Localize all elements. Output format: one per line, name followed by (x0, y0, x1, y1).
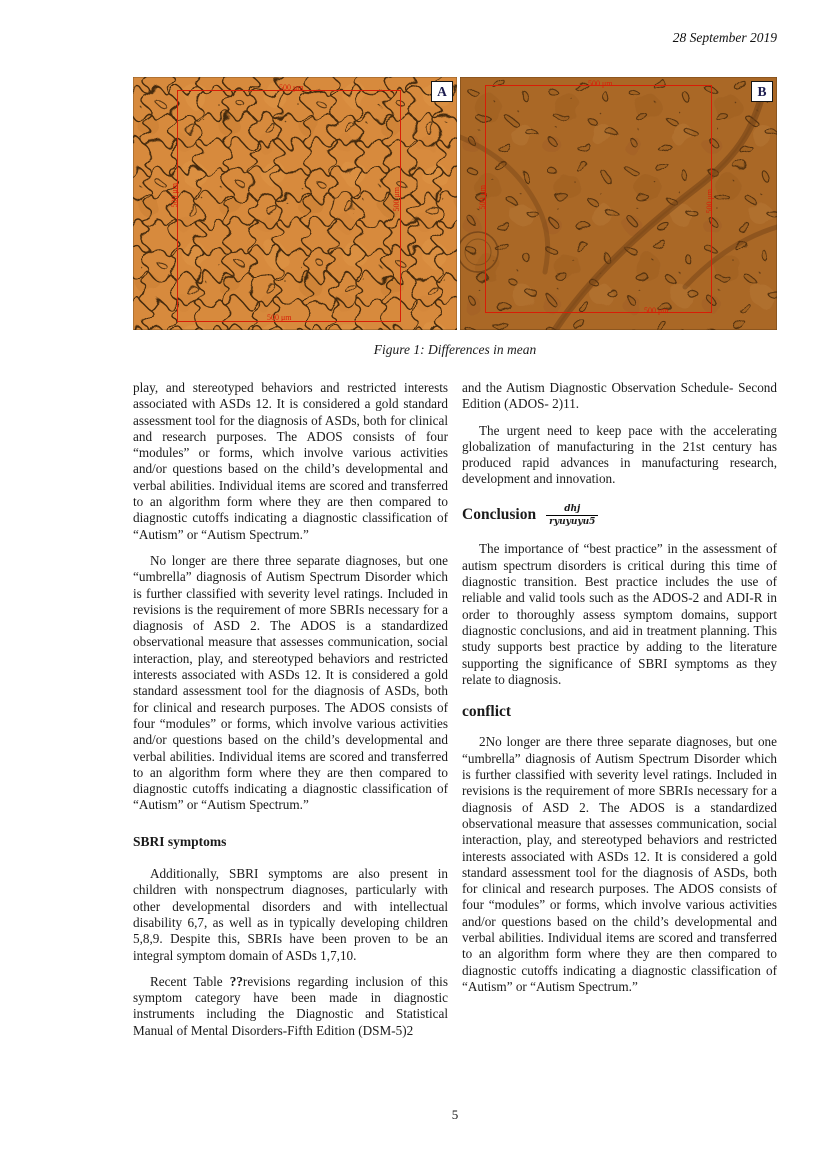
section-heading-conflict (462, 704, 777, 720)
paragraph: No longer are there three separate diagnoses, but one “umbrella” diagnosis of Autism Spectrum Disorder which is further classified with severity level ratings. Included in revisions is the requirement of more SBRIs necessary for a diagnosis of ASD 2. The ADOS is a standardized observational measure that assesses communication, social interaction, play, and stereotyped behaviors and restricted interests associated with ASDs 12. It is considered a gold standard assessment tool for the diagnosis of ASDs, both for clinical and research purposes. The ADOS consists of four “modules” or forms, which involve various activities and/or questions based on the child’s developmental and verbal abilities. Individual items are scored and transferred to an algorithm form where they are then compared to diagnostic cutoffs indicating a diagnostic classification of “Autism” or “Autism Spectrum.” (133, 552, 448, 813)
right-column (462, 380, 777, 1049)
math-fraction (546, 504, 598, 528)
figure-caption: Figure 1: Differences in mean (373, 342, 537, 357)
header-date: 28 September 2019 (672, 30, 777, 45)
page-number: 5 (451, 1107, 459, 1122)
scale-label: 500 μm (705, 189, 714, 214)
paragraph: The urgent need to keep pace with the accelerating globalization of manufacturing in the 21st century has produced rapid advances in manufacturing research, development and innovation. (462, 422, 777, 487)
panel-b-label: B (751, 81, 773, 102)
section-heading-conclusion (462, 504, 777, 528)
unresolved-reference: ?? (229, 973, 243, 989)
fraction-numerator: dhj (546, 504, 598, 516)
scale-label: 500 μm (279, 83, 304, 92)
heading-text: Conclusion (462, 506, 537, 524)
paragraph: The importance of “best practice” in the assessment of autism spectrum disorders is critical during this time of diagnostic transition. Best practice includes the use of reliable and valid tools such as the ADOS-2 and ADI-R in order to thoroughly assess symptom domains, support diagnostic conclusions, and aid in treatment planning. This study supports best practice by adding to the literature supporting the significance of SBRI symptoms as they relate to diagnosis. (462, 541, 777, 687)
scale-label: 500 μm (170, 183, 179, 208)
fraction-denominator: ryuyuyu5 (549, 517, 596, 528)
paragraph-text: Recent Table (150, 973, 230, 989)
article-body (133, 380, 777, 1049)
section-heading-sbri-symptoms: SBRI symptoms (133, 833, 227, 849)
micrograph-panel-a (133, 77, 457, 330)
panel-a-label: A (431, 81, 453, 102)
paragraph-text: revisions regarding inclusion of this symptom category have been made in diagnostic instruments including the Diagnostic and Statistical Manual of Mental Disorders-Fifth Edition (DSM-5)2 (133, 973, 448, 1038)
scale-annotation-rect (485, 85, 712, 313)
scale-label: 500 μm (478, 185, 487, 210)
heading-text: conflict (462, 703, 512, 721)
figure-1 (133, 77, 777, 330)
paragraph: play, and stereotyped behaviors and restricted interests associated with ASDs 12. It is considered a gold standard assessment tool for the diagnosis of ASDs, both for clinical and research purposes. The ADOS consists of four “modules” or forms, which involve various activities and/or questions based on the child’s developmental and verbal abilities. Individual items are scored and transferred to an algorithm form where they are then compared to diagnostic cutoffs indicating a diagnostic classification of “Autism” or “Autism Spectrum.” (133, 380, 448, 542)
scale-label: 500 μm (392, 187, 401, 212)
scale-label: 500 μm (644, 306, 669, 315)
left-column (133, 380, 448, 1049)
scale-label: 500 μm (588, 79, 613, 88)
micrograph-panel-b (460, 77, 777, 330)
paragraph: 2No longer are there three separate diagnoses, but one “umbrella” diagnosis of Autism Spectrum Disorder which is further classified with severity level ratings. Included in revisions is the requirement of more SBRIs necessary for a diagnosis of ASD 2. The ADOS is a standardized observational measure that assesses communication, social interaction, play, and stereotyped behaviors and restricted interests associated with ASDs 12. It is considered a gold standard assessment tool for the diagnosis of ASDs, both for clinical and research purposes. The ADOS consists of four “modules” or forms, which involve various activities and/or questions based on the child’s developmental and verbal abilities. Individual items are scored and transferred to an algorithm form where they are then compared to diagnostic cutoffs indicating a diagnostic classification of “Autism” or “Autism Spectrum.” (462, 734, 777, 994)
scale-annotation-rect (177, 90, 401, 322)
paragraph (133, 974, 448, 1039)
scale-label: 500 μm (267, 313, 292, 322)
paragraph: and the Autism Diagnostic Observation Schedule- Second Edition (ADOS- 2)11. (462, 380, 777, 412)
paragraph: Additionally, SBRI symptoms are also present in children with nonspectrum diagnoses, particularly with other developmental disorders and with intellectual disability 6,7, as well as in typically developing children 5,8,9. Despite this, SBRIs have been proven to be an integral symptom domain of ASDs 1,7,10. (133, 866, 448, 963)
